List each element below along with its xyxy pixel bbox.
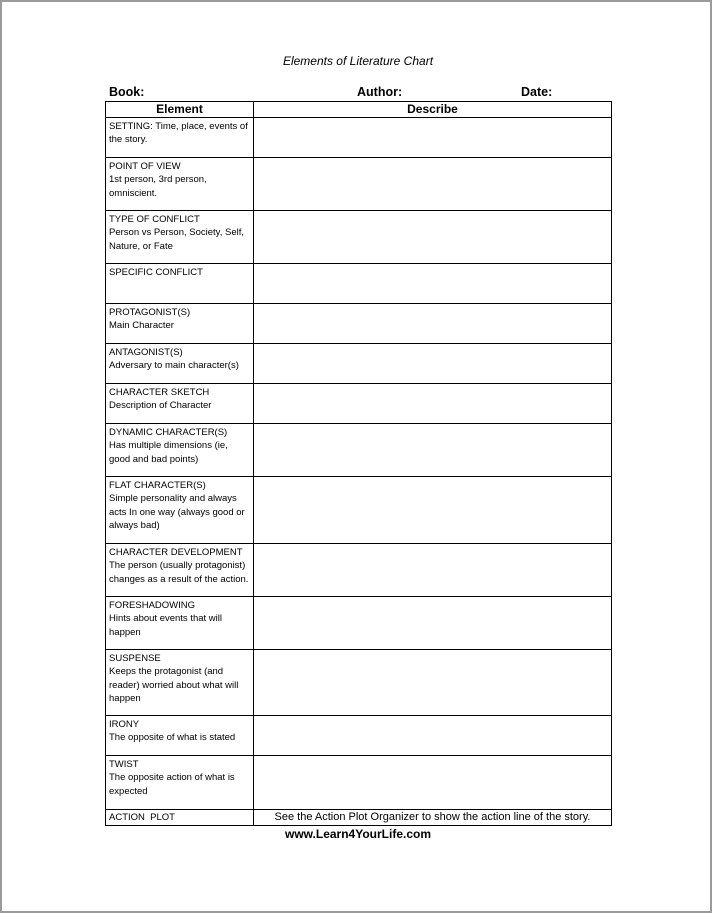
describe-cell[interactable] <box>254 384 612 424</box>
author-label: Author: <box>357 85 403 99</box>
table-row-protagonist <box>106 304 612 344</box>
element-cell <box>106 384 254 424</box>
describe-cell[interactable] <box>254 597 612 650</box>
element-name: CHARACTER SKETCH <box>109 387 210 398</box>
element-description: Person vs Person, Society, Self, Nature, or Fate <box>109 227 244 252</box>
element-name: PROTAGONIST(S) <box>109 307 191 318</box>
website-footer: www.Learn4YourLife.com <box>284 827 432 841</box>
element-cell <box>106 810 254 826</box>
describe-cell[interactable] <box>254 756 612 810</box>
table-row-twist <box>106 756 612 810</box>
element-description: The opposite of what is stated <box>109 732 236 744</box>
element-cell <box>106 304 254 344</box>
describe-cell[interactable] <box>254 477 612 544</box>
element-name: SPECIFIC CONFLICT <box>109 267 203 278</box>
literature-chart-table <box>105 101 612 826</box>
element-cell <box>106 756 254 810</box>
describe-cell[interactable] <box>254 158 612 211</box>
element-name: SUSPENSE <box>109 653 161 664</box>
element-description: 1st person, 3rd person, omniscient. <box>109 174 207 199</box>
element-cell <box>106 597 254 650</box>
table-row-flat-character <box>106 477 612 544</box>
element-name: DYNAMIC CHARACTER(S) <box>109 427 228 438</box>
table-row-foreshadowing <box>106 597 612 650</box>
element-cell <box>106 477 254 544</box>
element-name: IRONY <box>109 719 140 730</box>
element-cell <box>106 158 254 211</box>
element-description: Keeps the protagonist (and reader) worried about what will happen <box>109 666 239 704</box>
element-name: TWIST <box>109 759 139 770</box>
element-name: FLAT CHARACTER(S) <box>109 480 206 491</box>
table-row-suspense <box>106 650 612 716</box>
table-row-irony <box>106 716 612 756</box>
element-name: POINT OF VIEW <box>109 161 181 172</box>
element-cell <box>106 344 254 384</box>
table-row-dynamic-character <box>106 424 612 477</box>
describe-cell[interactable] <box>254 304 612 344</box>
element-name: SETTING: Time, place, events of the story. <box>109 121 248 146</box>
element-cell <box>106 211 254 264</box>
element-name: CHARACTER DEVELOPMENT <box>109 547 243 558</box>
table-row-action-plot <box>106 810 612 826</box>
describe-cell[interactable] <box>254 716 612 756</box>
header-element: Element <box>106 102 254 118</box>
table-row-character-sketch <box>106 384 612 424</box>
element-description: Main Character <box>109 320 174 332</box>
table-row-antagonist <box>106 344 612 384</box>
element-name: ACTION PLOT <box>109 812 175 823</box>
element-description: The opposite action of what is expected <box>109 772 235 797</box>
element-cell <box>106 118 254 158</box>
table-row-point-of-view <box>106 158 612 211</box>
describe-cell[interactable] <box>254 544 612 597</box>
book-label: Book: <box>109 85 145 99</box>
element-description: The person (usually protagonist) changes as a result of the action. <box>109 560 249 585</box>
describe-cell[interactable] <box>254 211 612 264</box>
element-description: Has multiple dimensions (ie, good and bad points) <box>109 440 228 465</box>
element-description: Adversary to main character(s) <box>109 360 239 372</box>
describe-cell[interactable] <box>254 650 612 716</box>
table-row-setting <box>106 118 612 158</box>
element-description: Description of Character <box>109 400 212 412</box>
document-title: Elements of Literature Chart <box>282 54 434 68</box>
describe-cell[interactable] <box>254 424 612 477</box>
element-cell <box>106 650 254 716</box>
table-header-row <box>106 102 612 118</box>
header-describe: Describe <box>254 102 612 118</box>
element-name: ANTAGONIST(S) <box>109 347 183 358</box>
describe-cell[interactable] <box>254 118 612 158</box>
date-label: Date: <box>521 85 553 99</box>
element-cell <box>106 716 254 756</box>
element-cell <box>106 424 254 477</box>
table-row-character-development <box>106 544 612 597</box>
describe-cell[interactable] <box>254 264 612 304</box>
element-description: Simple personality and always acts In one way (always good or always bad) <box>109 493 245 531</box>
element-name: TYPE OF CONFLICT <box>109 214 200 225</box>
element-cell <box>106 544 254 597</box>
action-plot-note: See the Action Plot Organizer to show the action line of the story. <box>254 810 612 826</box>
element-name: FORESHADOWING <box>109 600 196 611</box>
element-cell <box>106 264 254 304</box>
table-row-specific-conflict <box>106 264 612 304</box>
table-row-type-of-conflict <box>106 211 612 264</box>
element-description: Hints about events that will happen <box>109 613 223 638</box>
describe-cell[interactable] <box>254 344 612 384</box>
